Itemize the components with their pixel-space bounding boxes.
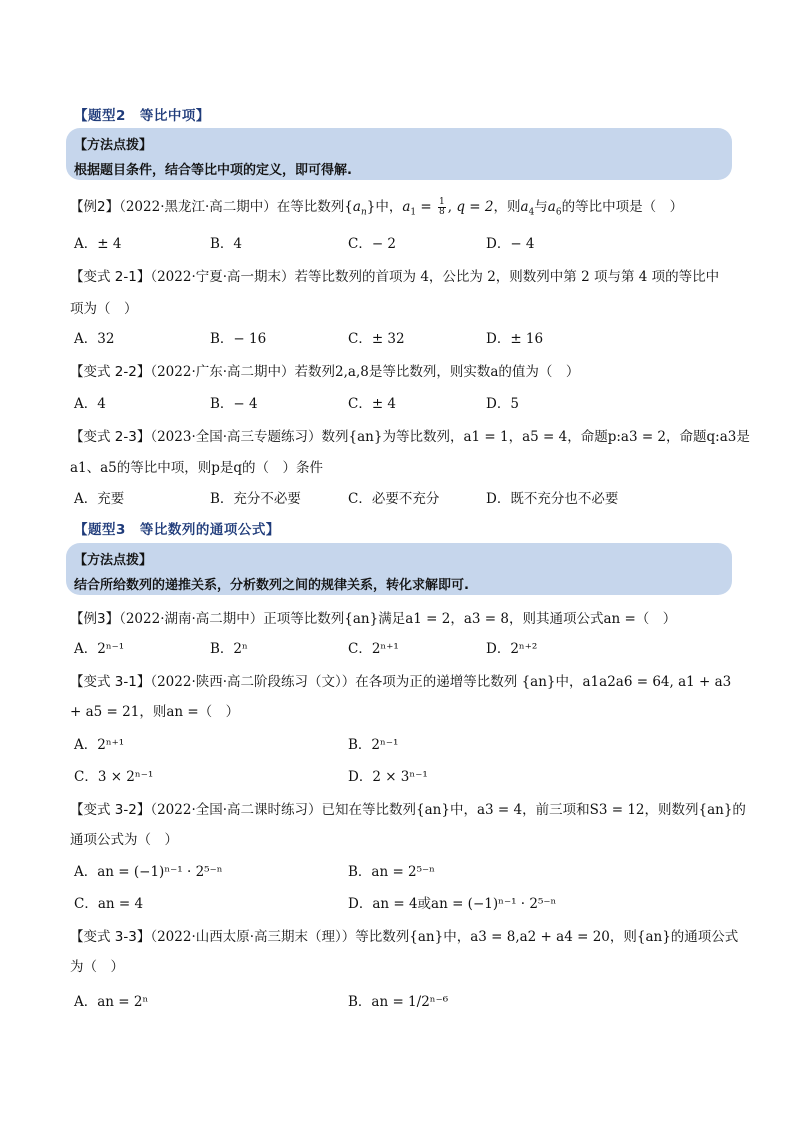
variant-2-3-options [74,487,734,505]
question-tag: 【变式 2-3】 [70,429,151,445]
variant-3-2-options-row1 [74,860,734,878]
variant-2-1-options [74,327,734,345]
question-tag: 【例2】 [70,199,120,215]
option-d[interactable]: D．− 4 [486,236,535,252]
option-c[interactable]: C．2ⁿ⁺¹ [348,641,399,657]
variant-3-3-question-line2: 为（ ） [70,959,124,975]
variant-3-1-question-line1 [70,670,730,690]
option-d[interactable]: D．an = 4或an = (−1)ⁿ⁻¹ · 2⁵⁻ⁿ [348,896,557,912]
variant-3-3-question-line1 [70,925,739,945]
variant-2-1-question-line2: 项为（ ） [70,301,138,317]
method-tip-title: 【方法点拨】 [74,553,153,568]
question-source: （2022·陕西·高二阶段练习（文）） [150,674,356,690]
question-text: 在各项为正的递增等比数列 {an}中，a1a2a6 = 64, a1 + a3 [355,674,732,690]
method-tip-body: 根据题目条件，结合等比中项的定义，即可得解. [74,163,352,178]
question-source: （2022·黑龙江·高二期中） [119,199,277,215]
option-d[interactable]: D．5 [486,396,519,412]
option-c[interactable]: C．− 2 [348,236,397,252]
option-a[interactable]: A．± 4 [74,236,122,252]
question-source: （2022·宁夏·高一期末） [150,269,295,285]
variant-2-2-question [70,360,730,380]
question-text: }中， [366,199,403,215]
question-tag: 【变式 3-1】 [70,674,151,690]
example-3-options [74,637,734,655]
variant-2-3-question-line1 [70,425,750,445]
question-text: ，则 [493,199,521,215]
example-2-question: 【例2】（2022·黑龙江·高二期中）在等比数列$\{a_n\}$中，$a_1$ = $\frac{1}{8}$ , q = 2，则$a_4$与$a_6$的等比中项是（ ） [70,197,684,218]
option-a[interactable]: A．充要 [74,491,125,507]
option-c[interactable]: C．± 32 [348,331,405,347]
question-source: （2022·广东·高二期中） [150,364,295,380]
question-text: 已知在等比数列{an}中，a3 = 4，前三项和S3 = 12，则数列{an}的 [321,802,746,818]
option-a[interactable]: A．4 [74,396,106,412]
question-source: （2022·湖南·高二期中） [119,611,264,627]
section-title-type2: 【题型2 等比中项】 [74,108,210,124]
variant-3-3-options-row1 [74,990,734,1008]
method-tip-box-2 [66,128,732,180]
option-a[interactable]: A．2ⁿ⁻¹ [74,641,125,657]
option-a[interactable]: A．32 [74,331,115,347]
variant-3-2-question-line1 [70,798,746,818]
example-3-question [70,607,730,627]
option-c[interactable]: C．必要不充分 [348,491,440,507]
question-source: （2022·全国·高二课时练习） [150,802,322,818]
question-text: 等比数列{an}中，a3 = 8,a2 + a4 = 20，则{an}的通项公式 [355,929,739,945]
option-b[interactable]: B．an = 1/2ⁿ⁻⁶ [348,994,449,1010]
variant-3-2-question-line2: 通项公式为（ ） [70,832,178,848]
option-b[interactable]: B．− 16 [210,331,267,347]
method-tip-title: 【方法点拨】 [74,138,153,153]
option-b[interactable]: B．an = 2⁵⁻ⁿ [348,864,436,880]
option-b[interactable]: B．− 4 [210,396,258,412]
fraction: $\frac{1}{8}$ [439,197,445,217]
option-a[interactable]: A．an = 2ⁿ [74,994,149,1010]
option-b[interactable]: B．充分不必要 [210,491,301,507]
option-d[interactable]: D．2ⁿ⁺² [486,641,538,657]
option-b[interactable]: B．2ⁿ⁻¹ [348,737,399,753]
question-tag: 【变式 3-2】 [70,802,151,818]
question-source: （2023·全国·高三专题练习） [150,429,322,445]
option-b[interactable]: B．4 [210,236,243,252]
variant-3-1-options-row2 [74,765,734,783]
question-tag: 【变式 2-2】 [70,364,151,380]
method-tip-box-3 [66,543,732,595]
question-text: 正项等比数列{an}满足a1 = 2，a3 = 8，则其通项公式an =（ ） [263,611,677,627]
question-text: 的等比中项是（ ） [561,199,684,215]
question-condition: q = 2 [456,199,494,215]
option-c[interactable]: C．an = 4 [74,896,144,912]
option-a[interactable]: A．an = (−1)ⁿ⁻¹ · 2⁵⁻ⁿ [74,864,223,880]
option-d[interactable]: D．± 16 [486,331,544,347]
option-c[interactable]: C．± 4 [348,396,397,412]
example-2-options [74,232,734,250]
method-tip-body: 结合所给数列的递推关系，分析数列之间的规律关系，转化求解即可. [74,578,469,593]
option-b[interactable]: B．2ⁿ [210,641,248,657]
option-a[interactable]: A．2ⁿ⁺¹ [74,737,125,753]
variant-2-3-question-line2: a1、a5的等比中项，则p是q的（ ）条件 [70,460,324,476]
question-text: 若数列2,a,8是等比数列，则实数a的值为（ ） [294,364,580,380]
question-tag: 【变式 3-3】 [70,929,151,945]
variant-3-1-question-line2: + a5 = 21，则an =（ ） [70,704,240,720]
option-d[interactable]: D．2 × 3ⁿ⁻¹ [348,769,428,785]
question-text: 数列{an}为等比数列，a1 = 1，a5 = 4，命题p:a3 = 2，命题q:a3是 [321,429,750,445]
variant-3-2-options-row2 [74,892,734,910]
option-d[interactable]: D．既不充分也不必要 [486,491,619,507]
question-tag: 【变式 2-1】 [70,269,151,285]
question-text: 与 [534,199,548,215]
variant-2-2-options [74,392,734,410]
variant-2-1-question-line1 [70,265,730,285]
question-text: 若等比数列的首项为 4，公比为 2，则数列中第 2 项与第 4 项的等比中 [294,269,720,285]
question-tag: 【例3】 [70,611,120,627]
section-title-type3: 【题型3 等比数列的通项公式】 [74,522,280,538]
variant-3-1-options-row1 [74,733,734,751]
option-c[interactable]: C．3 × 2ⁿ⁻¹ [74,769,154,785]
question-text: 在等比数列{ [276,199,353,215]
question-source: （2022·山西太原·高三期末（理）） [150,929,356,945]
